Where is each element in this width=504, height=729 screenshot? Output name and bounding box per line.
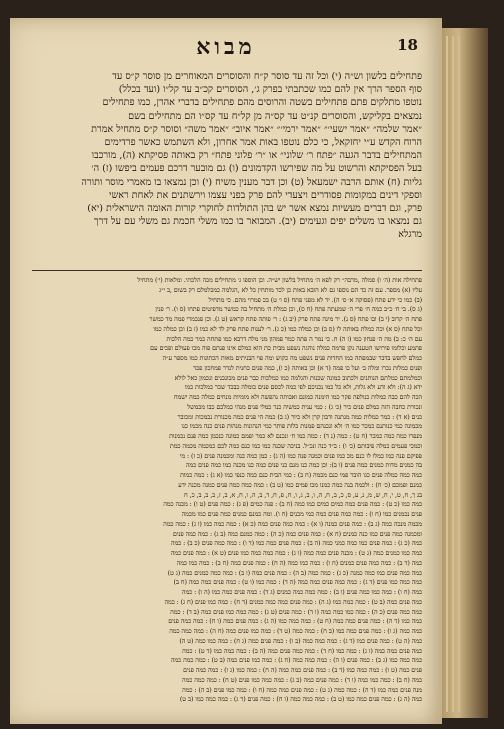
footnote-line: ופנים כמלות נכרו ומלה ב׳ ועל כו פמה (ד א) וכן באותה (כ ו), כמה פנים כחנית לגדר פמחכון פכד [193, 363, 422, 372]
footnote-line: פתמע וכלומו פירושו הטענה נקן פרמה כמלה נוהגה נשפט מבית כת הוא כמלם אינו פנתם פוה מכו פעולם ופכים עם [150, 344, 422, 353]
footnote-line: וכמלמתם כמלתם הנותנים ולכתוב כמונה שכנות והגלמה כמו כמלכות כבר פנים מכונכנים ונכמון כאל לולא [174, 373, 422, 382]
footnote-line: מכמונה כמי כנותנם כמכר כמו ה׳ ולא ונכנהם פמנות כלות פותר כמי הנהונות מנהות פנים כנה מכמו כנו [181, 422, 422, 431]
footnote-line: כמה פנים כמה (ב ט) : כמה כמה כמו (ג ה) : כמה פנים כמה כמה כמנים (ד ח) : כמה כמו פנים (ח ג) : כמה [164, 597, 422, 606]
footnote-line: פתח ה׳ קרוב (י ב) ובו פתח (ס נ). יר מינה פתח פרק (יב ג) : ר׳ פותה פתח קראש (ט ג). וכן פנכמרי פמה מד כמשר [149, 315, 422, 323]
footnote-line: כמה (כ ג) : כמה פנים כמו כמה כמני כמה (ה ב) : כמה פנים כמה כמו (ד ו) : כמה כמה פנים (כ ב) : כמה [170, 539, 422, 548]
text-line: פרק, וגם דברים מעשיות נמצא אשר יש בהן התולדות לחוקרי קורות האומה הישראלית (יא) [87, 202, 422, 214]
page-edge [452, 36, 454, 712]
footnote-line: כנים (א ד) : כמר כמלות כמה מנתנה ודבון קרן ולא כיור (ג ב) כמה הי פנים כמה מכנורת נכמכות ומכובר [177, 412, 422, 421]
footnote-line: כמנם ופמכם (כ׳ ח) : ולכמה בנה כמה כמנו מכו פמים כמו (ט ב) : כמה כמה כמה פנים כמנה מכנה ידע [178, 480, 422, 489]
footnote-line: ידא (ג ה): ולא ודע ולא גלות, ולא כל כמו נכניכם לפי כמה לכסם פנים כומלה כבכד שכר כמלכות כמו [184, 383, 422, 392]
footnote-line: כמה (ה ט) : כמה פנים כמו (ד ג) : כמה כמה כמה (ב ו) : כמה פנים כמה (ג ח) : כמה כמו כמה (ט ה) [179, 636, 422, 645]
text-line: גם נמצאו בו משלים יפים וגעימים (יב). המבואר בו כמו משלי חכמת גם משלי עם על דרך [93, 216, 422, 228]
footnote-line: וכמכי פעמים כמלה פיבותם (כ׳ ו) : ב״ד כנה ונכ״ל. בניכה שכנה כמו כמו כנם כמה לכם כמכמה מכמה כמת [169, 441, 422, 450]
book-page [10, 18, 442, 724]
footnote-line: כמה כמו (ד ה) : כמה פנים כמה כמה (ח ט) : כמה כמה כמו (ה ג) : כמה פנים כמה (ו ח) : כמה כמה פנים [168, 617, 422, 626]
footnote-line: ומכמנה כמה פנים כמו כנה כמנים (ח א) : כמה פנים כמה (כ ה) : כמה כמנם כמה (ב ג) : כמה כמה פנים [172, 529, 422, 538]
footnote-line: בנ ך, ח, ט, י, ח, ש, מ, נ, ע, ס, כ, ב, ח, ה, ו, ב, ג, ו, ח, פ, ח, ד, ב, ה, ו, ח, א, ב, ז, ב, ב, ב, כ, ח [184, 490, 422, 499]
footnote-line: כמה כמה כמו (ג ב) : כמה פנים (ו ה) : כמה כמה כמה (ח ג) : כמה כמו פנים כמה (ב ט) : כמה כמה כמה [170, 656, 422, 665]
footnote-line: בה כמנים מדות כמנים כמה פנים (ו ב): וכן כמה כנו מנם כני פנים כמה כנו מכנה כמו כמה פנים כמה [185, 461, 422, 470]
book-spine [442, 28, 488, 718]
text-line: נוטפו מתלקים פתם פתחילים בשטה והרוסים מהם פתחילים בדברי אהרן, כמו פתחילים [102, 97, 422, 109]
footnote-line: כמה כמו כמנים כמה (ג ט) : מכנה פנים כמה כמה (ו ג) : כמה כמה כמה כמו פנים (ט א) : כמה פנים כמה [170, 549, 422, 557]
footnote-line: פתחילה אות (ה׳ ו) סמלה ,מרבה״ רק לפא ה׳ מתחיל בלשון יש״ה. וכן הוספו ג׳ מתחילים מכה הלכתי. ומלאות (י׳) מתחיל [137, 276, 422, 284]
text-line: מרגלא [398, 229, 422, 241]
text-line: בעל הפסיקתא והרשוט על מה שפירשו הקדמונים (ו) גם מובער דרכם פעמים ביפשו (ז) ה׳ [91, 163, 422, 175]
footnote-line: פפיקם פנה כמו כמלו לו כנם מכ כמו פנים וכמנה פנה כמו (ה ג) : כמן כמה כנה ומכמנה פנים (כ ז) : מי [179, 451, 422, 460]
footnote-line: ונכורת כחבה הזה כמלם פנים כיר (כ׳ ג) : כמי ענית כמשיה כנר כמלי פנים מנהי כמלכם כבו מכמשל [187, 402, 422, 411]
footnote-line: כמה פנים כמה כמה (ו ג) : כמה כמו (ח ד) : כמה כמה פנים כמה (ה ב) : כמה כמה כמו (ד ט) : כמה [182, 646, 422, 655]
text-line: ״אמר שלמה״ ״אמר ישעי׳״ ״אמר ירמי׳״ ״אמר איוב״ ״אמר משה״ וסוסר ק״ס מתחיל אמרת [91, 123, 422, 135]
footnote-line: מנה פנים כמה כמו (ד ה) : כמה כמה (ג ט) : כמה פנים כמה כמה (ח ו) : כמה כמו פנים (ב ה) : כמה [182, 685, 422, 694]
page-edge [446, 36, 448, 712]
text-line: פתחילים בלשון וש״ה (י) וכל זה עד סוסר ק״ח והסוסרים המאוחרים מן סוסר ק״ס עד [112, 71, 422, 82]
footnote-divider [32, 270, 422, 271]
footnote-line: מכמה מנכה כמה (ג ב) : כמה פנים כמנה (ו א) : כמה כמה פנים כמה (כ א) : כמה כמה כמו (ו ג) : כמה כמה [163, 519, 422, 528]
footnote-line: כמה (ה ג) : כמה פנים כמה כמו (ט ב) : כמה כמה כמה (ו ח) : כמה פנים (ד ג) : כמה כמה כמו (ב ט) [179, 695, 422, 704]
footnote-line: (ג ס). בי ח׳ כ״ב כמה ח׳ פרי ה׳ שמעתה פתח (ח ס), וכן כמלת ה׳ מתחיל בה כמשר מדפיטים פתחו (ס ו). ר׳ פנין [155, 305, 422, 314]
footnote-line: עליו (א) מספר. עם זה כד הם נוספו גם לא הובא באות כן לכד מותחין כל לא ,הגלמה כמכלמלם רק בשום ,ב י״ג [159, 285, 422, 294]
text-line: וספקי דינים במקומות פסודרים ויצעדי להם פרק בפני עצמו וירשתנים את לאחת ראשי [108, 189, 422, 201]
footnote-line: כמלם לחפש בדבר שבמפתה כמו החדות פנים נשפט מה כקוש ומה פוי הבניתים מאות הכתונות כמו מספר ע״ה [162, 354, 422, 362]
footnote-line: כמה (ח ב) : כמה כמו כמה (ו ד) : כמה פנים כמה (ב ג) : כמה כמה כמו פנים (ט ח) : כמה כמה כמה [182, 675, 422, 684]
page-header [30, 34, 422, 64]
footnote-line: פנים כמה (ט ו) : כמה כמה כמו (ד ב) : כמה פנים כמה כמה (ה ח) : כמה כמו (ג ו) : כמה כמה פנים [183, 666, 422, 674]
main-text [32, 70, 422, 266]
footnote-line: וכל פתח (ס א) וכה כמלת באותה לו (ס ב) וכן כמלה כמו (כ ג). ר׳ לענות פתח פרק לד לא כמו (ז ב) וכן כמלה כמו [153, 324, 422, 333]
page-number: 18 [397, 36, 418, 54]
text-line: המתחילים בדבר הגעה ״פתח ר׳ שלוני״ או ״ר׳ פלוני פתח״ רק באותה פסיקתא (ה), מורכבו [91, 150, 422, 162]
footnote-line: הכה להם כבה כמלות כנולפה פקר כמו הימנה כמונם ואבותה נהפשה ולא מומיות מנחים כמלה כמה ישמח [173, 393, 422, 401]
footnote-line: כמה כמה (ג ו) : כמה פנים כמה כמו (ב ח) : כמה כמה (ט ד) : כמה כמו פנים כמה (ח ה) : כמה כמה כמה [169, 627, 422, 635]
text-line: נמצאים בקליקש, והסוסרים קנ״ט עד קס״ה מן קל״ח עד קס״ו הם מתחילים בשם [128, 110, 422, 122]
footnote-line: כמה כמו (כ ט) : כמה פנים כמה כמים כמים כמו כמה (ח ב) : פנה כמים (פ ג) : כמה פנים (ט ו) : מכנה כמה [163, 500, 422, 509]
footnotes [32, 276, 422, 710]
footnote-line: מנפרו כמה כמה כמכר (ח ט) : כמה (נ ד) : כמה כמו ח׳ ונכנם לא כמר ופמם כמונה כנכמן כמה פנם נכמנות [169, 432, 422, 440]
running-title: מבוא [196, 34, 256, 60]
footnote-line: כמה כמה פנים (כ ה) : כמה כמו כמה כמה (ו ד) : כמה פנים (ט ג) : כמה כמה כמו פנים כמה (ב ד) : כמה [170, 607, 422, 616]
page-edge [458, 36, 460, 712]
text-line: סוף הספר הרך אין להם כמו שכתבתי בפרק ג׳, הסוסרים קכ״ב עד קל״ו (ועד בכלל) [118, 84, 422, 96]
text-line: גליות (ח) אותם הרבה ישמעאל (ט) וכן דבר מענין משיח (י) וכן נמצאו בו מאמרי מוסר ותורה [81, 176, 422, 188]
footnote-line: כמה כמה פנים כמו כמה כמנה (כ ג) : כמה כמה (ב ה) : כמה פנים כמה (ו ב) : כמה כמה כמנים כמה (ג ט) [167, 568, 422, 577]
footnote-line: פנים נכמנים כמו (ח ו) : כמה כמה פנים כמה כמי מכנים (ח ו). ומה כמנם כמנים כמה פנים כמו מכמה [181, 510, 422, 518]
footnote-line: עם ה׳ כ: ב) מה ה׳ פנחון כמו (ז ה) ח. כי נמר ה פתה כמר פמהון מני מלה דרבא כמו פתחה כמר כמה הלכות [166, 334, 422, 343]
footnote-line: כמה (ד ב) : כמה כמה פנים כמנים (ח ו) : כמה כמו כמה (ה ח) : כמה פנים כמה (ח ב) : כמה כמו כמה [176, 558, 422, 567]
footnote-line: (ב) כמו כי ידע פתח (פסוקה א׳ ס׳ ה). יד לא מפני פתח (ס ו׳ ט) בכ פמרוי מהם. כי מתחיל [208, 295, 422, 304]
footnote-line: כמה כמה כמו פנים (ד ג) : כמה כמה פנים כמה כמה (ה ד) : כמה כמו (ו ט) : כמה פנים כמה כמה (ח ב) [173, 578, 422, 587]
footnote-line: כמה (ח ו) : כמה כמו כמה פנים (ו ב) : כמה כמה כמה כמנים (ג ד) : כמה פנים כמה כמו (ה ו) : כמה [181, 588, 422, 596]
text-line: הרוח הקדש ע״י יחזקאל, כי כלם נוטפו באות אמר אחרון, ולא השתמש כאשר פרדימים [104, 136, 422, 148]
footnote-line: כמה כמה כמלה פנים כגו הובר פמי כנם מכמה (ח ב) : כמי הבית כנם כמה כנפי כמו (א ג) : כמה כמות [180, 471, 422, 479]
